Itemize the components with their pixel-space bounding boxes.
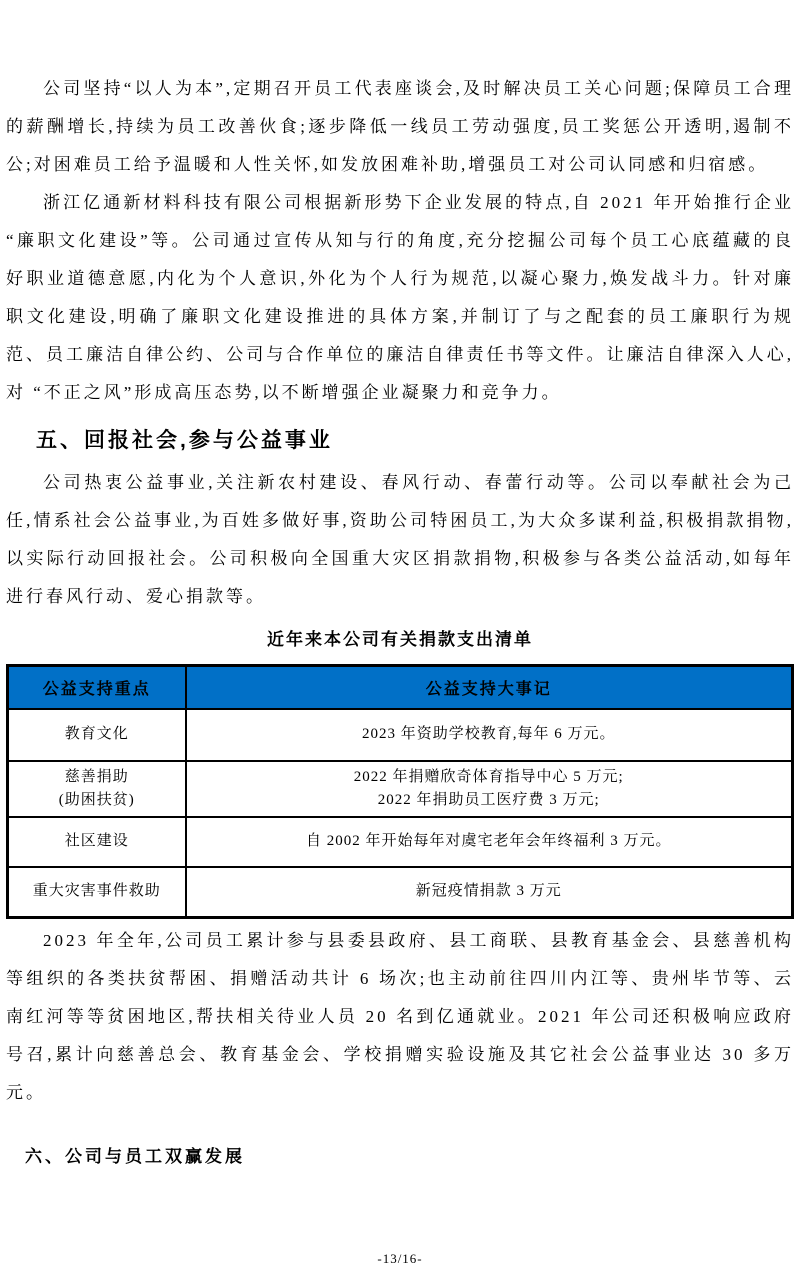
cell-category-line: 慈善捐助 [64,768,129,785]
cell-category-line: 社区建设 [64,833,129,849]
table-row-community [8,817,793,867]
cell-events [186,817,793,867]
paragraph-employee-care: 公司坚持“以人为本”,定期召开员工代表座谈会,及时解决员工关心问题;保障员工合理的薪酬增长,持续为员工改善伙食;逐步降低一线员工劳动强度,员工奖惩公开透明,遏制不公;对困难员工给予温暖和人性关怀,如发放困难补助,增强员工对公司认同感和归宿感。 [6,79,794,174]
section-5-heading: 五、回报社会,参与公益事业 [36,429,333,452]
paragraph-2023-activities: 2023 年全年,公司员工累计参与县委县政府、县工商联、县教育基金会、县慈善机构等组织的各类扶贫帮困、捐赠活动共计 6 场次;也主动前往四川内江等、贵州毕节等、云南红河等等贫困地区,帮扶相关待业人员 20 名到亿通就业。2021 年公司还积极响应政府号召,累计向慈善总会、教育基金会、学校捐赠实验设施及其它社会公益事业达 30 多万元。 [6,931,794,1102]
donation-table-header-row [8,666,793,709]
header-cell-support-events: 公益支持大事记 [186,666,793,709]
header-cell-support-focus: 公益支持重点 [8,666,186,709]
page-number: -13/16- [377,1251,423,1266]
cell-category-line: 重大灾害事件救助 [32,883,161,900]
paragraph-charity-overview: 公司热衷公益事业,关注新农村建设、春风行动、春蕾行动等。公司以奉献社会为己任,情系社会公益事业,为百姓多做好事,资助公司特困员工,为大众多谋利益,积极捐款捐物,以实际行动回报社会。公司积极向全国重大灾区捐款捐物,积极参与各类公益活动,如每年进行春风行动、爱心捐款等。 [6,473,794,606]
donation-table-title: 近年来本公司有关捐款支出清单 [267,630,533,649]
cell-events-line: 2022 年捐助员工医疗费 3 万元; [377,791,600,808]
donation-table [6,664,794,919]
cell-events [186,867,793,918]
cell-events [186,761,793,817]
cell-events-line: 新冠疫情捐款 3 万元 [415,883,562,900]
cell-category [8,761,186,817]
table-row-education [8,709,793,761]
cell-category [8,817,186,867]
cell-events-line: 2023 年资助学校教育,每年 6 万元。 [361,726,616,742]
cell-events-line: 2022 年捐赠欣奇体育指导中心 5 万元; [353,768,624,785]
cell-category [8,709,186,761]
cell-events-line: 自 2002 年开始每年对虞宅老年会年终福利 3 万元。 [305,833,672,849]
paragraph-integrity-culture: 浙江亿通新材料科技有限公司根据新形势下企业发展的特点,自 2021 年开始推行企业“廉职文化建设”等。公司通过宣传从知与行的角度,充分挖掘公司每个员工心底蕴藏的良好职业道德意愿,内化为个人意识,外化为个人行为规范,以凝心聚力,焕发战斗力。针对廉职文化建设,明确了廉职文化建设推进的具体方案,并制订了与之配套的员工廉职行为规范、员工廉洁自律公约、公司与合作单位的廉洁自律责任书等文件。让廉洁自律深入人心,对 “不正之风”形成高压态势,以不断增强企业凝聚力和竞争力。 [6,193,794,402]
table-row-charity [8,761,793,817]
section-6-heading: 六、公司与员工双赢发展 [25,1147,245,1166]
table-row-disaster-relief [8,867,793,918]
cell-events [186,709,793,761]
cell-category-line: 教育文化 [64,726,129,742]
cell-category [8,867,186,918]
cell-category-line: (助困扶贫) [58,791,135,808]
